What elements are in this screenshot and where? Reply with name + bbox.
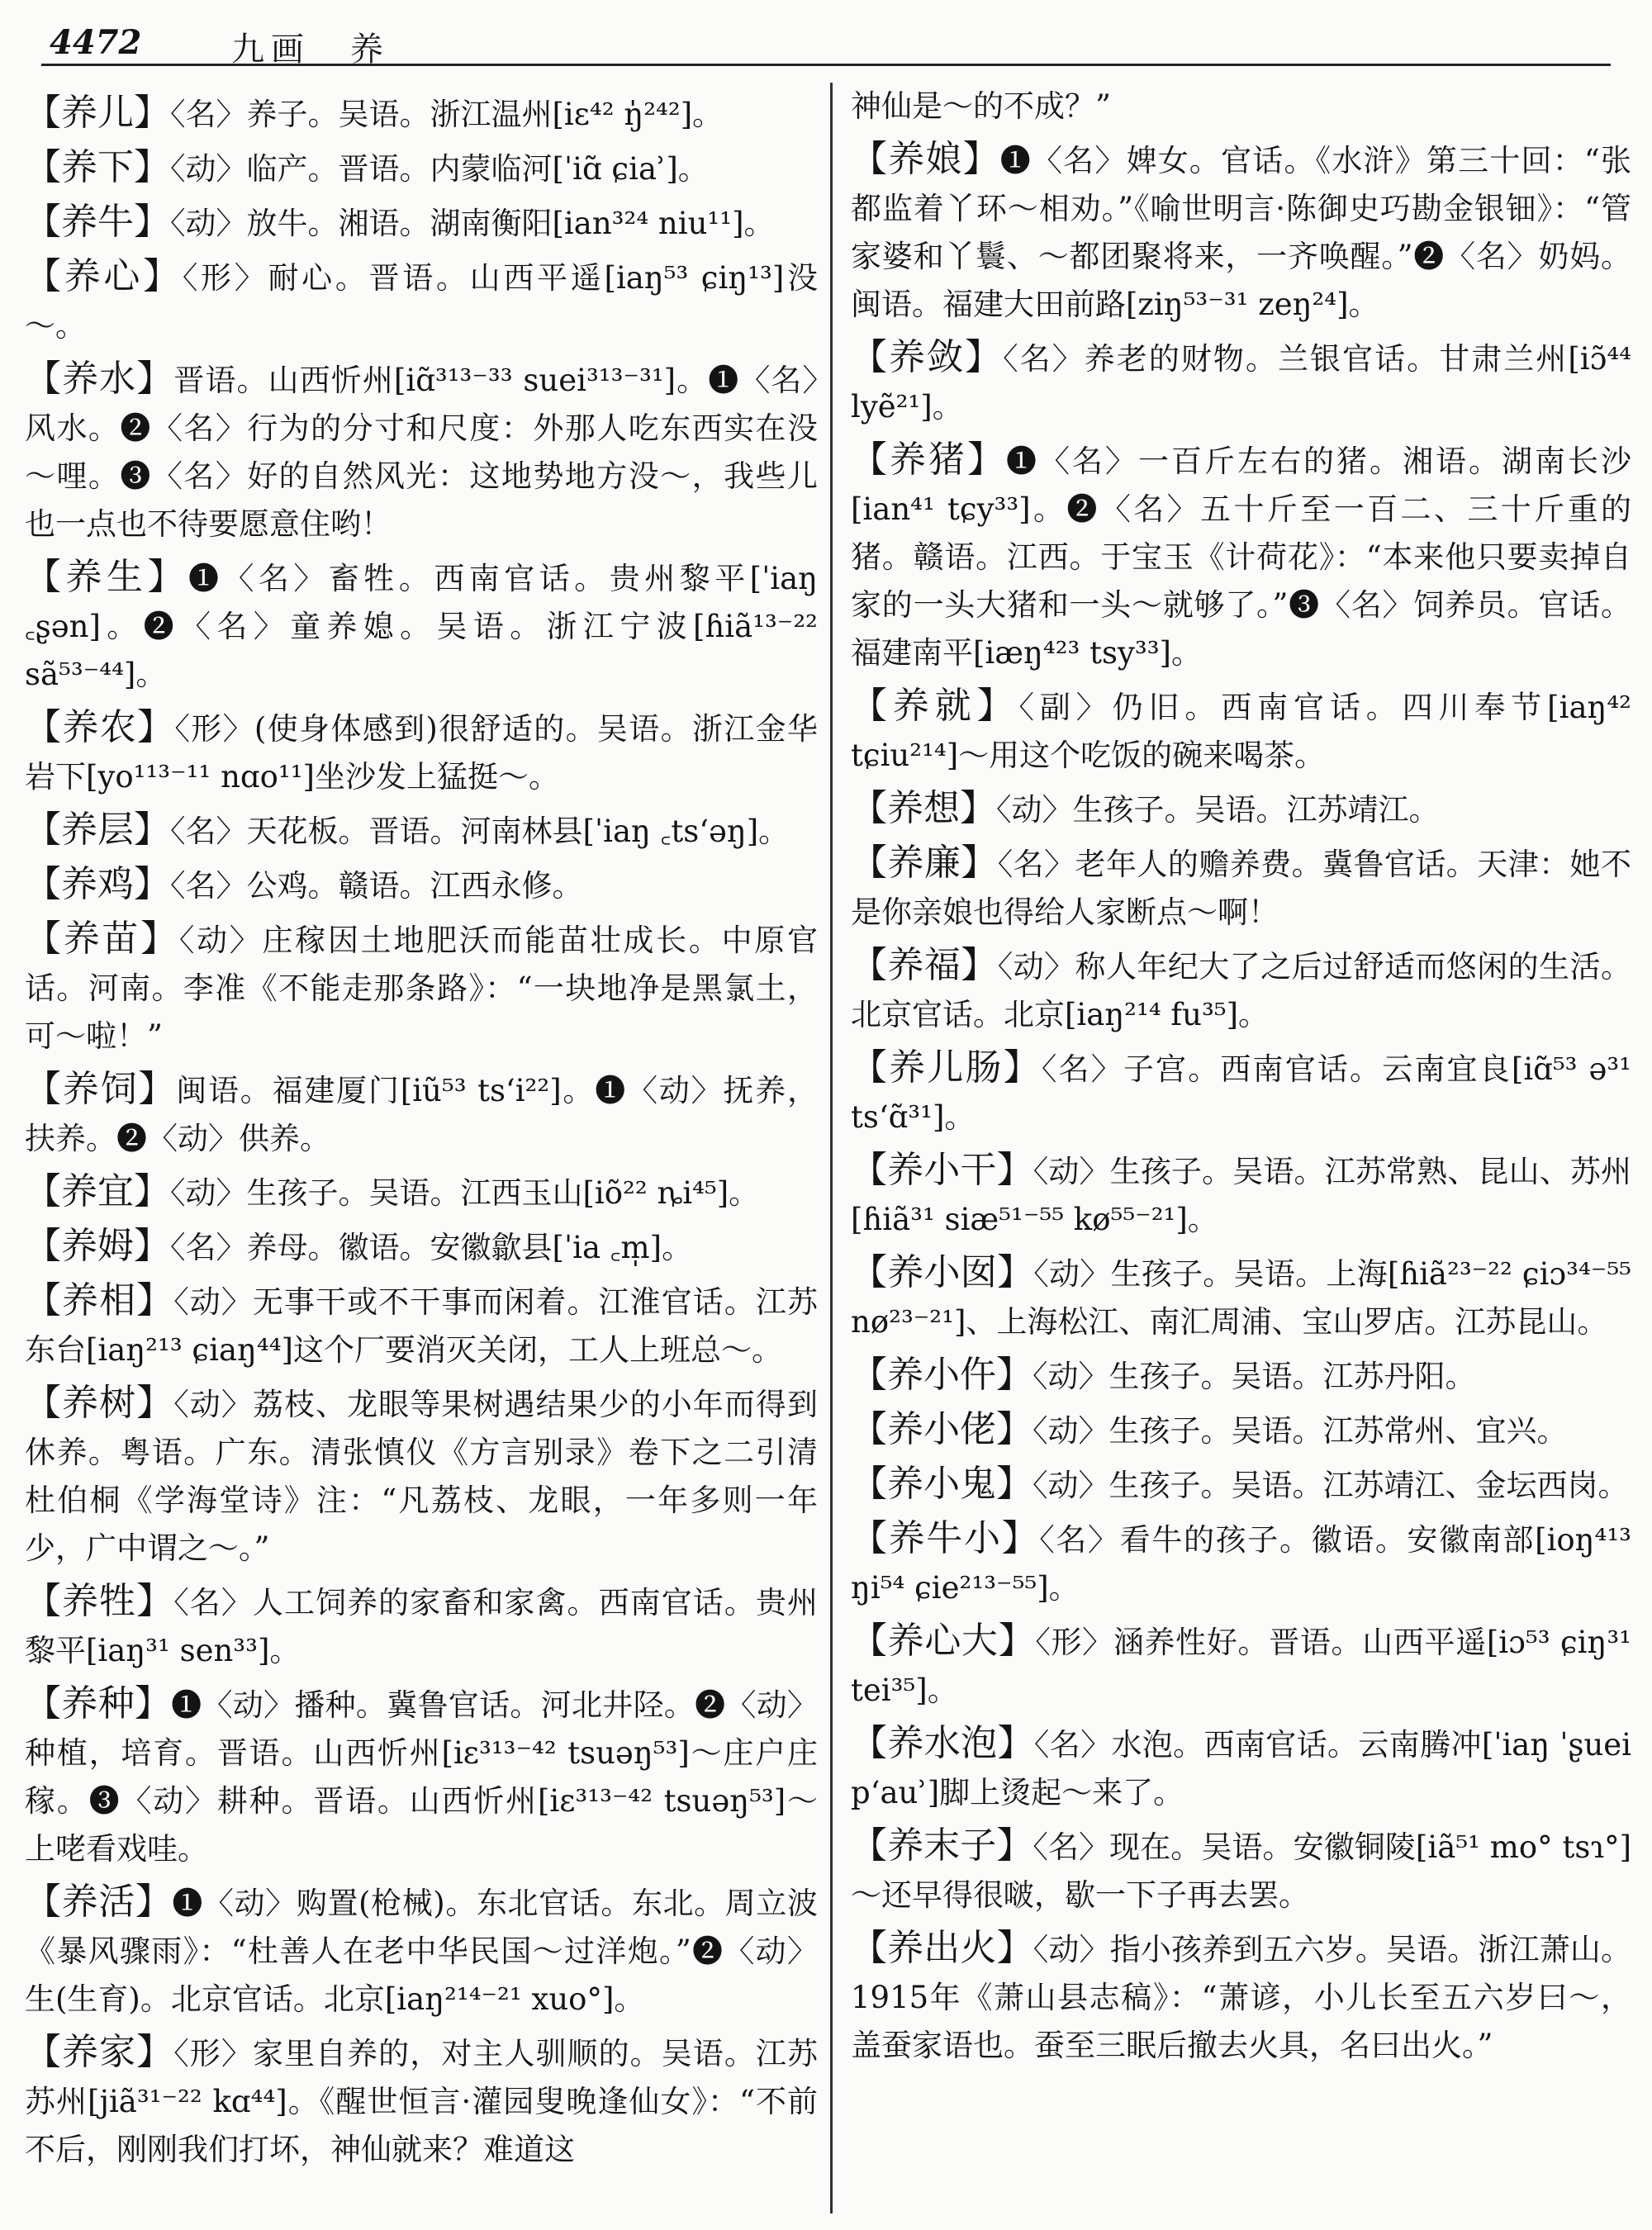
dictionary-entry — [851, 135, 1631, 329]
dictionary-entry — [25, 355, 818, 548]
dictionary-entry — [25, 1878, 818, 2024]
entry-definition: 〈名〉子宫。西南官话。云南宜良[iɑ̃⁵³ ə³¹ tsʻɑ̃³¹]。 — [851, 1051, 1631, 1135]
entry-definition: 神仙是～的不成？” — [851, 89, 1111, 124]
dictionary-entry — [851, 1822, 1631, 1919]
entry-definition: 〈形〉涵养性好。晋语。山西平遥[iɔ⁵³ ɕiŋ³¹ tei³⁵]。 — [851, 1625, 1631, 1708]
entry-headword: 【养苗】 — [25, 918, 179, 960]
entry-definition: 〈形〉耐心。晋语。山西平遥[iaŋ⁵³ ɕiŋ¹³]没～。 — [25, 260, 818, 344]
dictionary-entry — [25, 915, 818, 1060]
entry-definition: 〈动〉无事干或不干事而闲着。江淮官话。江苏东台[iaŋ²¹³ ɕiaŋ⁴⁴]这个厂要消灭关闭，工人上班总～。 — [25, 1284, 818, 1368]
entry-headword: 【养鸡】 — [25, 863, 170, 905]
entry-headword: 【养敛】 — [851, 336, 1004, 378]
entry-definition: ❶〈动〉购置(枪械)。东北官话。东北。周立波《暴风骤雨》：“杜善人在老中华民国～过洋炮。”❷〈动〉生(生育)。北京官话。北京[iaŋ²¹⁴⁻²¹ xuo°]。 — [25, 1886, 818, 2017]
entry-definition: 〈名〉养子。吴语。浙江温州[iɛ⁴² ŋ̍²⁴²]。 — [170, 97, 724, 132]
entry-definition: 〈动〉生孩子。吴语。江西玉山[iõ²² ȵi⁴⁵]。 — [170, 1175, 760, 1211]
dictionary-entry — [25, 704, 818, 801]
dictionary-entry — [25, 1065, 818, 1163]
dictionary-entry — [851, 839, 1631, 937]
entry-definition: 〈动〉称人年纪大了之后过舒适而悠闲的生活。北京官话。北京[iaŋ²¹⁴ fu³⁵]。 — [851, 949, 1631, 1032]
entry-definition: 〈动〉生孩子。吴语。上海[ɦiã²³⁻²² ɕiɔ³⁴⁻⁵⁵ nø²³⁻²¹]、上海松江、南汇周浦、宝山罗店。江苏昆山。 — [851, 1256, 1631, 1340]
dictionary-entry — [25, 1578, 818, 1675]
entry-definition: ❶〈名〉畜牲。西南官话。贵州黎平[ˈiaŋ ꜀ʂən]。❷〈名〉童养媳。吴语。浙江宁波[ɦiã¹³⁻²² sã⁵³⁻⁴⁴]。 — [25, 561, 818, 692]
entry-headword: 【养想】 — [851, 787, 996, 829]
entry-headword: 【养就】 — [851, 685, 1019, 727]
entry-definition: 〈动〉庄稼因土地肥沃而能苗壮成长。中原官话。河南。李准《不能走那条路》：“一块地净是黑氯土，可～啦！” — [25, 923, 818, 1054]
dictionary-entry — [851, 785, 1631, 834]
page-header — [41, 18, 1611, 69]
dictionary-entry — [25, 1277, 818, 1374]
dictionary-entry — [25, 2028, 818, 2174]
dictionary-entry — [25, 1168, 818, 1217]
entry-definition: 〈动〉生孩子。吴语。江苏靖江。 — [996, 792, 1440, 828]
entry-headword: 【养相】 — [25, 1279, 174, 1321]
entry-headword: 【养饲】 — [25, 1068, 177, 1110]
entry-headword: 【养儿肠】 — [851, 1046, 1042, 1089]
page-number: 4472 — [50, 23, 142, 62]
entry-headword: 【养农】 — [25, 706, 175, 748]
right-column — [851, 89, 1631, 2212]
dictionary-entry — [851, 1617, 1631, 1715]
entry-definition: 〈动〉临产。晋语。内蒙临河[ˈiɑ̃ ɕiaʾ]。 — [170, 151, 709, 187]
entry-headword: 【养下】 — [25, 146, 170, 188]
entry-headword: 【养层】 — [25, 809, 170, 851]
section-title: 九画 养 — [231, 31, 390, 69]
entry-definition: ❶〈名〉婢女。官话。《水浒》第三十回：“张都监着丫环～相劝。”《喻世明言·陈御史巧勘金银钿》：“管家婆和丫鬟、～都团聚将来，一齐唤醒。”❷〈名〉奶妈。闽语。福建大田前路[ziŋ⁵³⁻³¹ zeŋ²⁴]。 — [851, 143, 1631, 322]
dictionary-entry — [25, 144, 818, 193]
entry-headword: 【养儿】 — [25, 92, 170, 134]
dictionary-entry — [25, 553, 818, 699]
dictionary-entry — [25, 1222, 818, 1272]
entry-headword: 【养牛小】 — [851, 1517, 1040, 1559]
entry-headword: 【养活】 — [25, 1881, 173, 1923]
dictionary-entry — [25, 806, 818, 856]
entry-headword: 【养廉】 — [851, 842, 998, 884]
dictionary-entry — [851, 436, 1631, 677]
dictionary-entry — [25, 89, 818, 139]
entry-headword: 【养牛】 — [25, 201, 170, 243]
dictionary-entry — [851, 1720, 1631, 1817]
entry-definition: 〈名〉老年人的赡养费。冀鲁官话。天津：她不是你亲娘也得给人家断点～啊！ — [851, 847, 1631, 930]
entry-definition: 〈名〉养母。徽语。安徽歙县[ˈia ꜀m̩]。 — [170, 1230, 693, 1265]
entry-headword: 【养心大】 — [851, 1620, 1036, 1662]
entry-definition: 〈形〉(使身体感到)很舒适的。吴语。浙江金华岩下[yo¹¹³⁻¹¹ nɑo¹¹]坐沙发上猛挺～。 — [25, 711, 818, 795]
entry-headword: 【养种】 — [25, 1682, 172, 1725]
entry-headword: 【养小鬼】 — [851, 1463, 1032, 1505]
dictionary-entry — [25, 861, 818, 910]
entry-definition: ❶〈名〉一百斤左右的猪。湘语。湖南长沙[ian⁴¹ tɕy³³]。❷〈名〉五十斤至一百二、三十斤重的猪。赣语。江西。于宝玉《计荷花》：“本来他只要卖掉自家的一头大猪和一头～就够了。”❸〈名〉饲养员。官话。福建南平[iæŋ⁴²³ tsy³³]。 — [851, 444, 1631, 671]
entry-definition: 〈名〉养老的财物。兰银官话。甘肃兰州[iɔ̃⁴⁴ lyẽ²¹]。 — [851, 341, 1631, 425]
dictionary-entry — [851, 682, 1631, 780]
entry-definition: 〈名〉天花板。晋语。河南林县[ˈiaŋ ꜀tsʻəŋ]。 — [170, 814, 790, 849]
entry-headword: 【养小干】 — [851, 1149, 1033, 1191]
dictionary-entry — [851, 1515, 1631, 1612]
entry-definition: 〈名〉人工饲养的家畜和家禽。西南官话。贵州黎平[iaŋ³¹ sen³³]。 — [25, 1585, 818, 1668]
entry-headword: 【养宜】 — [25, 1170, 170, 1212]
left-column — [25, 89, 818, 2212]
dictionary-entry — [851, 942, 1631, 1039]
entry-definition: 晋语。山西忻州[iɑ̃³¹³⁻³³ suei³¹³⁻³¹]。❶〈名〉风水。❷〈名〉行为的分寸和尺度：外那人吃东西实在没～哩。❸〈名〉好的自然风光：这地势地方没～，我些儿也一点也不待要愿意住哟！ — [25, 363, 818, 542]
entry-definition: 闽语。福建厦门[iũ⁵³ tsʻi²²]。❶〈动〉抚养，扶养。❷〈动〉供养。 — [25, 1073, 818, 1156]
entry-headword: 【养树】 — [25, 1382, 174, 1424]
entry-definition: 〈名〉现在。吴语。安徽铜陵[iã⁵¹ mo° tsɿ°]～还早得很啵，歇一下子再去罢。 — [851, 1829, 1631, 1913]
dictionary-entry — [25, 1680, 818, 1873]
entry-headword: 【养水】 — [25, 358, 174, 400]
entry-definition: 〈形〉家里自养的，对主人驯顺的。吴语。江苏苏州[jiã³¹⁻²² kɑ⁴⁴]。《醒世恒言·灌园叟晚逢仙女》：“不前不后，刚刚我们打坏，神仙就来？难道这 — [25, 2036, 818, 2167]
dictionary-entry — [851, 1406, 1631, 1455]
entry-definition: 〈动〉生孩子。吴语。江苏丹阳。 — [1032, 1359, 1476, 1394]
entry-definition: 〈动〉生孩子。吴语。江苏常州、宜兴。 — [1032, 1413, 1568, 1449]
entry-definition: ❶〈动〉播种。冀鲁官话。河北井陉。❷〈动〉种植，培育。晋语。山西忻州[iɛ³¹³⁻⁴² tsuəŋ⁵³]～庄户庄稼。❸〈动〉耕种。晋语。山西忻州[iɛ³¹³⁻⁴² tsuəŋ⁵³]～上咾看戏哇。 — [25, 1687, 818, 1867]
entry-headword: 【养福】 — [851, 944, 998, 986]
column-divider — [830, 83, 833, 2213]
entry-definition: 〈动〉指小孩养到五六岁。吴语。浙江萧山。1915年《萧山县志稿》：“萧谚，小儿长至五六岁曰～，盖蚕家语也。蚕至三眠后撤去火具，名曰出火。” — [851, 1932, 1631, 2063]
entry-headword: 【养家】 — [25, 2031, 174, 2073]
entry-definition: 〈副〉仍旧。西南官话。四川奉节[iaŋ⁴² tɕiu²¹⁴]～用这个吃饭的碗来喝茶。 — [851, 690, 1631, 773]
entry-headword: 【养小仵】 — [851, 1354, 1032, 1396]
entry-headword: 【养牲】 — [25, 1580, 174, 1622]
entry-definition: 〈名〉看牛的孩子。徽语。安徽南部[ioŋ⁴¹³ ŋi⁵⁴ ɕie²¹³⁻⁵⁵]。 — [851, 1522, 1631, 1606]
entry-definition: 〈动〉荔枝、龙眼等果树遇结果少的小年而得到休养。粤语。广东。清张慎仪《方言别录》卷下之二引清杜伯桐《学海堂诗》注：“凡荔枝、龙眼，一年多则一年少，广中谓之～。” — [25, 1387, 818, 1566]
entry-headword: 【养水泡】 — [851, 1722, 1034, 1764]
entry-definition: 〈动〉生孩子。吴语。江苏常熟、昆山、苏州[ɦiã³¹ siæ⁵¹⁻⁵⁵ kø⁵⁵⁻²¹]。 — [851, 1154, 1631, 1237]
entry-headword: 【养出火】 — [851, 1927, 1033, 1969]
entry-definition: 〈动〉放牛。湘语。湖南衡阳[ian³²⁴ niu¹¹]。 — [170, 206, 775, 241]
entry-definition: 〈动〉生孩子。吴语。江苏靖江、金坛西岗。 — [1032, 1468, 1629, 1503]
dictionary-entry — [851, 89, 1631, 130]
entry-headword: 【养末子】 — [851, 1824, 1033, 1867]
dictionary-entry — [851, 1044, 1631, 1141]
entry-headword: 【养心】 — [25, 255, 183, 297]
dictionary-entry — [25, 198, 818, 248]
dictionary-entry — [851, 1460, 1631, 1510]
entry-headword: 【养猪】 — [851, 439, 1006, 481]
header-rule — [41, 64, 1611, 66]
entry-headword: 【养娘】 — [851, 138, 1000, 180]
dictionary-entry — [851, 1924, 1631, 2070]
entry-headword: 【养小佬】 — [851, 1408, 1032, 1450]
dictionary-entry — [851, 334, 1631, 431]
dictionary-entry — [851, 1351, 1631, 1401]
entry-definition: 〈名〉公鸡。赣语。江西永修。 — [170, 868, 583, 904]
entry-headword: 【养生】 — [25, 556, 188, 598]
dictionary-entry — [851, 1146, 1631, 1244]
entry-headword: 【养小囡】 — [851, 1251, 1034, 1293]
dictionary-entry — [25, 253, 818, 350]
entry-definition: 〈名〉水泡。西南官话。云南腾冲[ˈiaŋ ˈʂuei pʻauʾ]脚上烫起～来了。 — [851, 1727, 1631, 1810]
dictionary-entry — [851, 1249, 1631, 1346]
dictionary-entry — [25, 1379, 818, 1573]
entry-headword: 【养姆】 — [25, 1225, 170, 1267]
